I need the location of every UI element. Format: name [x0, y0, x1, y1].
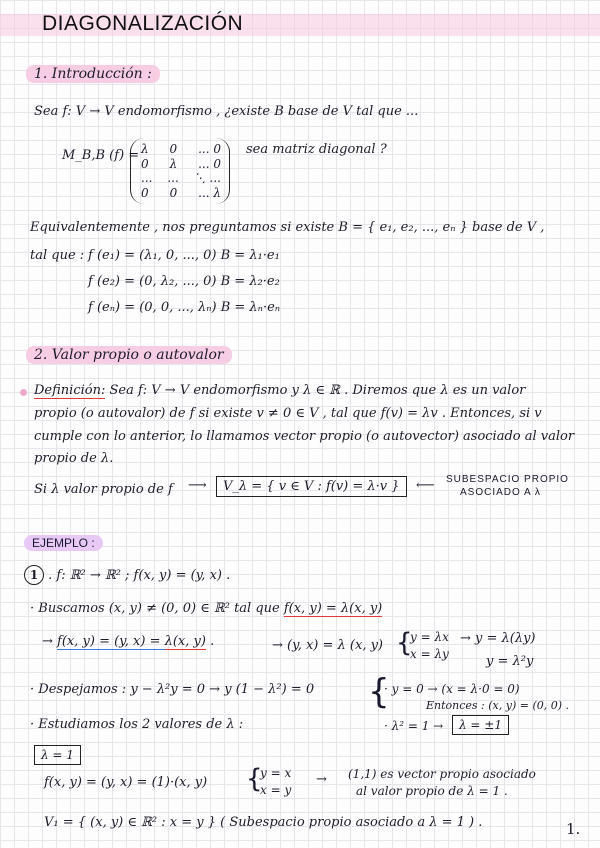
left-arrow-icon: ⟵	[416, 478, 435, 493]
bullet-dot	[20, 389, 27, 396]
system-eq-1: y = λx	[410, 630, 449, 644]
diagonal-matrix	[130, 138, 230, 204]
matrix-row: 0 0 ... λ	[141, 186, 221, 200]
subspace-lhs: Si λ valor propio de f	[34, 482, 173, 497]
matrix-row: λ 0 ... 0	[141, 142, 221, 156]
system-brace: {	[246, 764, 263, 794]
arrow-icon: →	[316, 772, 327, 787]
such-that-label: tal que :	[30, 248, 85, 263]
definition-line-3: cumple con lo anterior, lo llamamos vector propio (o autovector) asociado al valor	[34, 429, 575, 444]
case-y-zero: · y = 0 → (x = λ·0 = 0)	[384, 682, 520, 696]
section-1-heading: 1. Introducción :	[26, 66, 160, 82]
lambda-result-box: λ = ±1	[452, 715, 509, 735]
image-equation: f(x, y) = (y, x) = (1)·(x, y)	[44, 775, 208, 790]
eigenvector-note-2: al valor propio de λ = 1 .	[356, 784, 508, 798]
page-title: DIAGONALIZACIÓN	[42, 12, 244, 35]
arrow-icon: ⟶	[188, 478, 207, 493]
intro-line: Sea f: V → V endomorfismo , ¿existe B base de V tal que ...	[34, 104, 419, 119]
example-map-line: 1 . f: ℝ² → ℝ² ; f(x, y) = (y, x) .	[24, 565, 230, 585]
substitution-result: y = λ²y	[486, 654, 534, 669]
definition-label: Definición:	[34, 383, 106, 398]
definition-line-1: Definición: Sea f: V → V endomorfismo y λ ∈ ℝ . Diremos que λ es un valor	[34, 383, 526, 398]
matrix-rhs: sea matriz diagonal ?	[246, 142, 387, 157]
matrix-lhs: M_B,B (f) =	[62, 148, 140, 163]
equation-e2: f (e₂) = (0, λ₂, ..., 0) B = λ₂·e₂	[88, 274, 280, 289]
example-number: 1	[24, 565, 44, 585]
eigenvector-note: (1,1) es vector propio asociado	[348, 767, 536, 781]
equation-en: f (eₙ) = (0, 0, ..., λₙ) B = λₙ·eₙ	[88, 300, 281, 315]
bullet-study: · Estudiamos los 2 valores de λ :	[30, 717, 244, 732]
subspace-note-2: ASOCIADO A λ	[460, 487, 541, 498]
system-eq-1: y = x	[260, 766, 292, 780]
bullet-search: · Buscamos (x, y) ≠ (0, 0) ∈ ℝ² tal que f(x, y) = λ(x, y)	[30, 601, 383, 616]
cases-brace: {	[368, 672, 390, 712]
case-y-zero-result: Entonces : (x, y) = (0, 0) .	[426, 699, 570, 712]
bullet-solve: · Despejamos : y − λ²y = 0 → y (1 − λ²) = 0	[30, 682, 315, 697]
system-eq-2: x = λy	[410, 647, 449, 661]
equation-e1: f (e₁) = (λ₁, 0, ..., 0) B = λ₁·e₁	[88, 248, 280, 263]
system-eq-2: x = y	[260, 783, 292, 797]
definition-line-4: propio de λ.	[34, 451, 114, 466]
substitution-step: → y = λ(λy)	[460, 631, 536, 646]
page-number: 1.	[566, 820, 581, 838]
lambda-equation: → (y, x) = λ (x, y)	[272, 638, 383, 653]
example-label: EJEMPLO :	[24, 532, 103, 551]
eigenspace-definition-box: V_λ = { v ∈ V : f(v) = λ·v }	[216, 476, 407, 497]
equivalent-line: Equivalentemente , nos preguntamos si existe B = { e₁, e₂, ..., eₙ } base de V ,	[30, 220, 545, 235]
system-brace: {	[396, 628, 413, 658]
section-2-heading: 2. Valor propio o autovalor	[26, 347, 232, 363]
case-lambda: · λ² = 1 →	[384, 719, 444, 733]
subspace-note: SUBESPACIO PROPIO	[446, 474, 569, 485]
matrix-row: ... ... ⋱ ...	[141, 171, 221, 185]
matrix-row: 0 λ ... 0	[141, 157, 221, 171]
definition-line-2: propio (o autovalor) de f si existe v ≠ 0 ∈ V , tal que f(v) = λv . Entonces, si v	[34, 406, 542, 421]
lambda-one-box: λ = 1	[34, 745, 81, 765]
eigenspace-v1: V₁ = { (x, y) ∈ ℝ² : x = y } ( Subespacio propio asociado a λ = 1 ) .	[44, 815, 483, 830]
arrow-icon: →	[42, 634, 58, 649]
result-line: → f(x, y) = (y, x) = λ(x, y) .	[42, 634, 215, 649]
